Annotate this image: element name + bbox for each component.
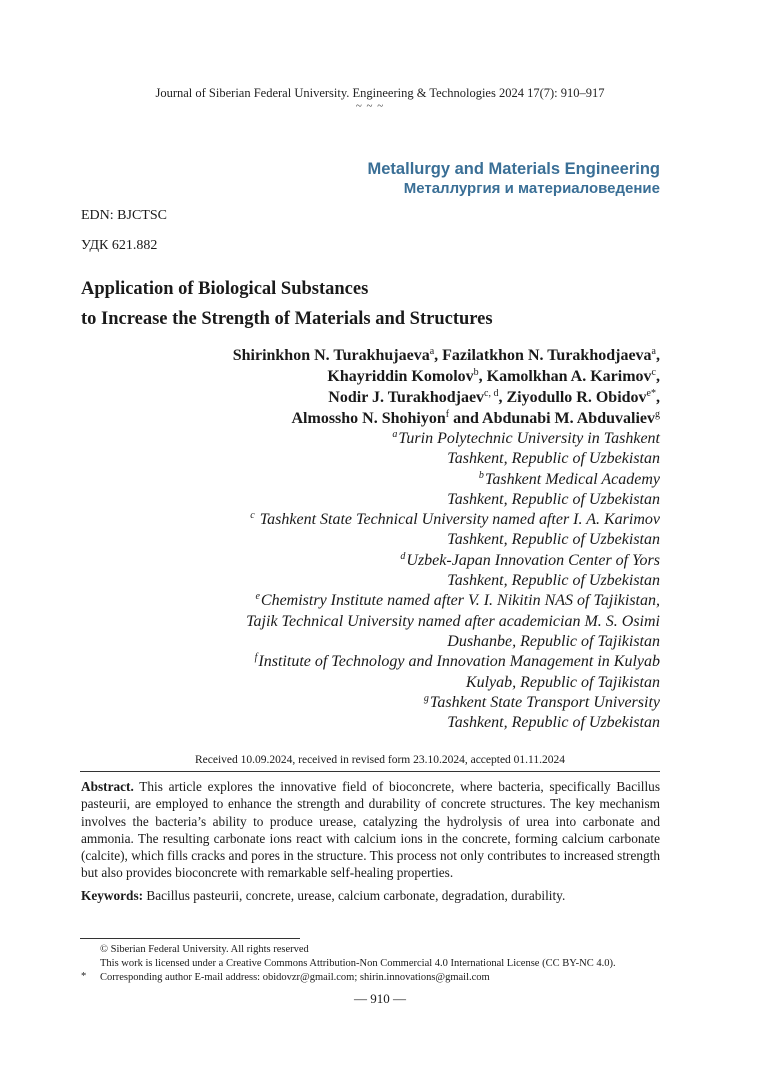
received-dates: Received 10.09.2024, received in revised form 23.10.2024, accepted 01.11.2024: [194, 754, 566, 766]
paper-title: [81, 274, 493, 334]
affiliation-line: $^e$Chemistry Institute named after V. I. Nikitin NAS of Tajikistan,: [255, 591, 660, 610]
abstract-label: Abstract.: [81, 779, 134, 794]
affiliation-line: Tashkent, Republic of Uzbekistan: [447, 531, 660, 549]
license-notice: This work is licensed under a Creative Commons Attribution-Non Commercial 4.0 International License (CC BY-NC 4.0).: [100, 958, 616, 969]
paper-title-line-2: to Increase the Strength of Materials and Structures: [81, 309, 493, 329]
corresponding-author: Corresponding author E-mail address: obidovzr@gmail.com; shirin.innovations@gmail.com: [100, 972, 490, 983]
author-line-1: Shirinkhon N. Turakhujaeva$^a$, Fazilatkhon N. Turakhodjaeva$^a$,: [232, 346, 660, 364]
header-separator: ~ ~ ~: [355, 100, 385, 112]
affiliation-line: $^b$Tashkent Medical Academy: [478, 469, 660, 488]
abstract: [81, 778, 660, 882]
abstract-divider: [80, 771, 660, 772]
affiliation-line: $^a$Turin Polytechnic University in Tashkent: [392, 429, 660, 447]
affiliation-line: Dushanbe, Republic of Tajikistan: [447, 632, 660, 650]
affiliation-line: $^g$Tashkent State Transport University: [423, 692, 660, 711]
keywords: [81, 887, 660, 904]
affiliation-line: Tashkent, Republic of Uzbekistan: [447, 490, 660, 508]
affiliation-line: $^f$Institute of Technology and Innovation Management in Kulyab: [254, 652, 660, 671]
author-list: [233, 345, 660, 429]
affiliation-line: $^d$Uzbek-Japan Innovation Center of Yors: [400, 550, 660, 569]
footnote-divider: [80, 938, 300, 939]
section-title-en: Metallurgy and Materials Engineering: [367, 160, 660, 178]
keywords-text: Bacillus pasteurii, concrete, urease, calcium carbonate, degradation, durability.: [143, 888, 566, 903]
affiliation-list: [245, 429, 660, 733]
abstract-text: This article explores the innovative field of bioconcrete, where bacteria, specifically Bacillus pasteurii, are employed to enhance the strength and durability of concrete structures. The key mechanism involves the bacteria’s ability to produce urease, catalyzing the hydrolysis of urea into carbonate and ammonia. The resulting carbonate ions react with calcium ions in the concrete, forming calcium carbonate (calcite), which fills cracks and pores in the structure. This process not only contributes to increased strength but also provides bioconcrete with remarkable self-healing properties.: [81, 779, 660, 881]
author-line-2: Khayriddin Komolov$^b$, Kamolkhan A. Karimov$^c$,: [327, 367, 660, 385]
keywords-label: Keywords:: [81, 888, 144, 903]
paper-title-line-1: Application of Biological Substances: [81, 279, 369, 299]
copyright-notice: © Siberian Federal University. All rights reserved: [100, 944, 309, 955]
section-title-ru: Металлургия и материаловедение: [403, 180, 660, 197]
journal-citation: Journal of Siberian Federal University. Engineering & Technologies 2024 17(7): 910–917: [155, 86, 605, 100]
edn-code: EDN: BJCTSC: [81, 208, 167, 223]
affiliation-line: Kulyab, Republic of Tajikistan: [465, 673, 660, 691]
author-line-4: Almossho N. Shohiyon$^f$ and Abdunabi M. Abduvaliev$^g$: [291, 409, 660, 427]
affiliation-line: Tashkent, Republic of Uzbekistan: [447, 714, 660, 732]
affiliation-line: $^c$ Tashkent State Technical University named after I. A. Karimov: [250, 510, 660, 529]
udk-code: УДК 621.882: [81, 238, 158, 253]
page-number: — 910 —: [354, 991, 406, 1006]
affiliation-line: Tashkent, Republic of Uzbekistan: [447, 572, 660, 590]
affiliation-line: Tajik Technical University named after academician M. S. Osimi: [246, 612, 660, 630]
author-line-3: Nodir J. Turakhodjaev$^{c, d}$, Ziyodullo R. Obidov$^{e*}$,: [328, 388, 660, 406]
affiliation-line: Tashkent, Republic of Uzbekistan: [447, 450, 660, 468]
footnote-asterisk: *: [81, 971, 87, 982]
